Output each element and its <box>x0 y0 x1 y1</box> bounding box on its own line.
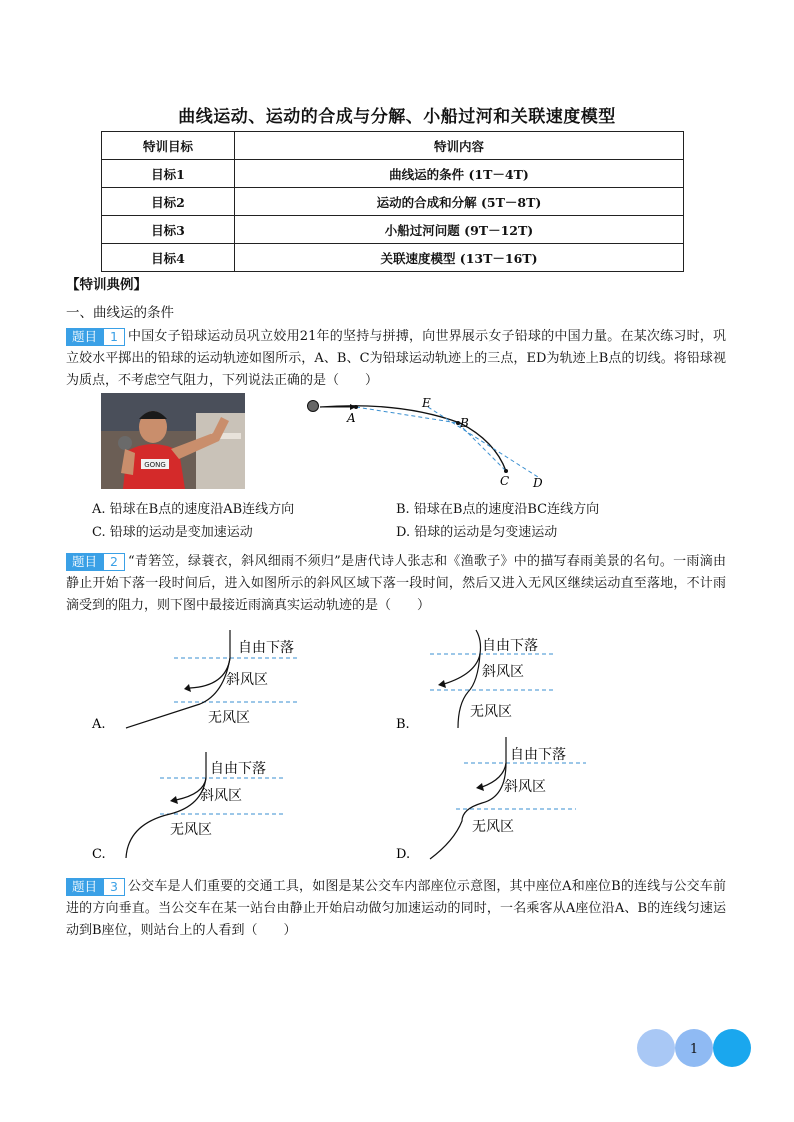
goals-table <box>101 131 684 272</box>
table-row <box>102 244 684 272</box>
table-header-cell: 特训内容 <box>235 132 684 160</box>
table-cell: 目标4 <box>102 244 235 272</box>
page-title: 曲线运动、运动的合成与分解、小船过河和关联速度模型 <box>178 107 616 127</box>
zone-label-free-fall: 自由下落 <box>482 638 538 654</box>
option-a[interactable]: A. 铅球在B点的速度沿AB连线方向 <box>92 502 295 517</box>
table-cell: 运动的合成和分解 (5T－8T) <box>235 188 684 216</box>
option-label-c: C. <box>92 847 106 860</box>
point-label-a: A <box>347 411 356 425</box>
question-number: 1 <box>103 328 125 346</box>
rain-diagram-b <box>396 624 636 732</box>
question-label: 题目 <box>66 553 103 571</box>
question-number: 2 <box>103 553 125 571</box>
zone-label-calm: 无风区 <box>472 819 514 835</box>
rain-diagram-c <box>90 748 330 860</box>
page-number: 1 <box>689 1042 699 1057</box>
option-d[interactable]: D. 铅球的运动是匀变速运动 <box>396 525 558 540</box>
table-header-row <box>102 132 684 160</box>
examples-heading: 【特训典例】 <box>66 277 147 293</box>
table-header-cell: 特训目标 <box>102 132 235 160</box>
option-c[interactable]: C. 铅球的运动是变加速运动 <box>92 525 253 540</box>
zone-label-slant: 斜风区 <box>226 672 268 688</box>
zone-label-free-fall: 自由下落 <box>238 640 294 656</box>
shot-put-photo <box>101 393 245 489</box>
zone-label-calm: 无风区 <box>470 704 512 720</box>
question-text <box>66 326 726 392</box>
zone-label-calm: 无风区 <box>170 822 212 838</box>
table-row <box>102 188 684 216</box>
table-cell: 曲线运的条件 (1T－4T) <box>235 160 684 188</box>
option-label-a: A. <box>92 717 106 732</box>
point-label-e: E <box>422 396 431 410</box>
table-cell: 小船过河问题 (9T－12T) <box>235 216 684 244</box>
point-label-c: C <box>500 474 510 488</box>
option-label-d: D. <box>396 847 411 860</box>
zone-label-slant: 斜风区 <box>200 788 242 804</box>
rain-diagram-d <box>396 735 636 860</box>
question-text <box>66 876 726 942</box>
option-label-b: B. <box>396 717 410 732</box>
option-b[interactable]: B. 铅球在B点的速度沿BC连线方向 <box>396 502 600 517</box>
trajectory-diagram <box>300 393 560 493</box>
table-cell: 关联速度模型 (13T－16T) <box>235 244 684 272</box>
q2-text: “青箬笠，绿蓑衣，斜风细雨不须归”是唐代诗人张志和《渔歌子》中的描写春雨美景的名句。一雨滴由静止开始下落一段时间后，进入如图所示的斜风区域下落一段时间，然后又进入无风区继续运动直至落地，不计雨滴受到的阻力，则下图中最接近雨滴真实运动轨迹的是（ ） <box>66 554 726 613</box>
zone-label-free-fall: 自由下落 <box>510 747 566 763</box>
page-number-badge <box>636 1028 752 1068</box>
bib-text: GONG <box>144 461 166 469</box>
rain-diagram-a <box>90 628 330 733</box>
table-cell: 目标3 <box>102 216 235 244</box>
point-label-d: D <box>533 476 543 490</box>
zone-label-calm: 无风区 <box>208 710 250 726</box>
question-label: 题目 <box>66 878 103 896</box>
q3-text: 公交车是人们重要的交通工具，如图是某公交车内部座位示意图，其中座位A和座位B的连线与公交车前进的方向垂直。当公交车在某一站台由静止开始启动做匀加速运动的同时，一名乘客从A座位沿A、B的连线匀速运动到B座位，则站台上的人看到（ ） <box>66 879 726 938</box>
table-cell: 目标1 <box>102 160 235 188</box>
point-label-b: B <box>460 416 469 430</box>
table-row <box>102 160 684 188</box>
table-row <box>102 216 684 244</box>
question-text <box>66 551 726 617</box>
zone-label-free-fall: 自由下落 <box>210 761 266 777</box>
question-number: 3 <box>103 878 125 896</box>
section-heading: 一、曲线运的条件 <box>66 305 174 321</box>
zone-label-slant: 斜风区 <box>482 664 524 680</box>
q1-text: 中国女子铅球运动员巩立姣用21年的坚持与拼搏，向世界展示女子铅球的中国力量。在某次练习时，巩立姣水平掷出的铅球的运动轨迹如图所示，A、B、C为铅球运动轨迹上的三点，ED为轨迹上B点的切线。将铅球视为质点，不考虑空气阻力，下列说法正确的是（ ） <box>66 329 726 388</box>
zone-label-slant: 斜风区 <box>504 779 546 795</box>
question-label: 题目 <box>66 328 103 346</box>
table-cell: 目标2 <box>102 188 235 216</box>
